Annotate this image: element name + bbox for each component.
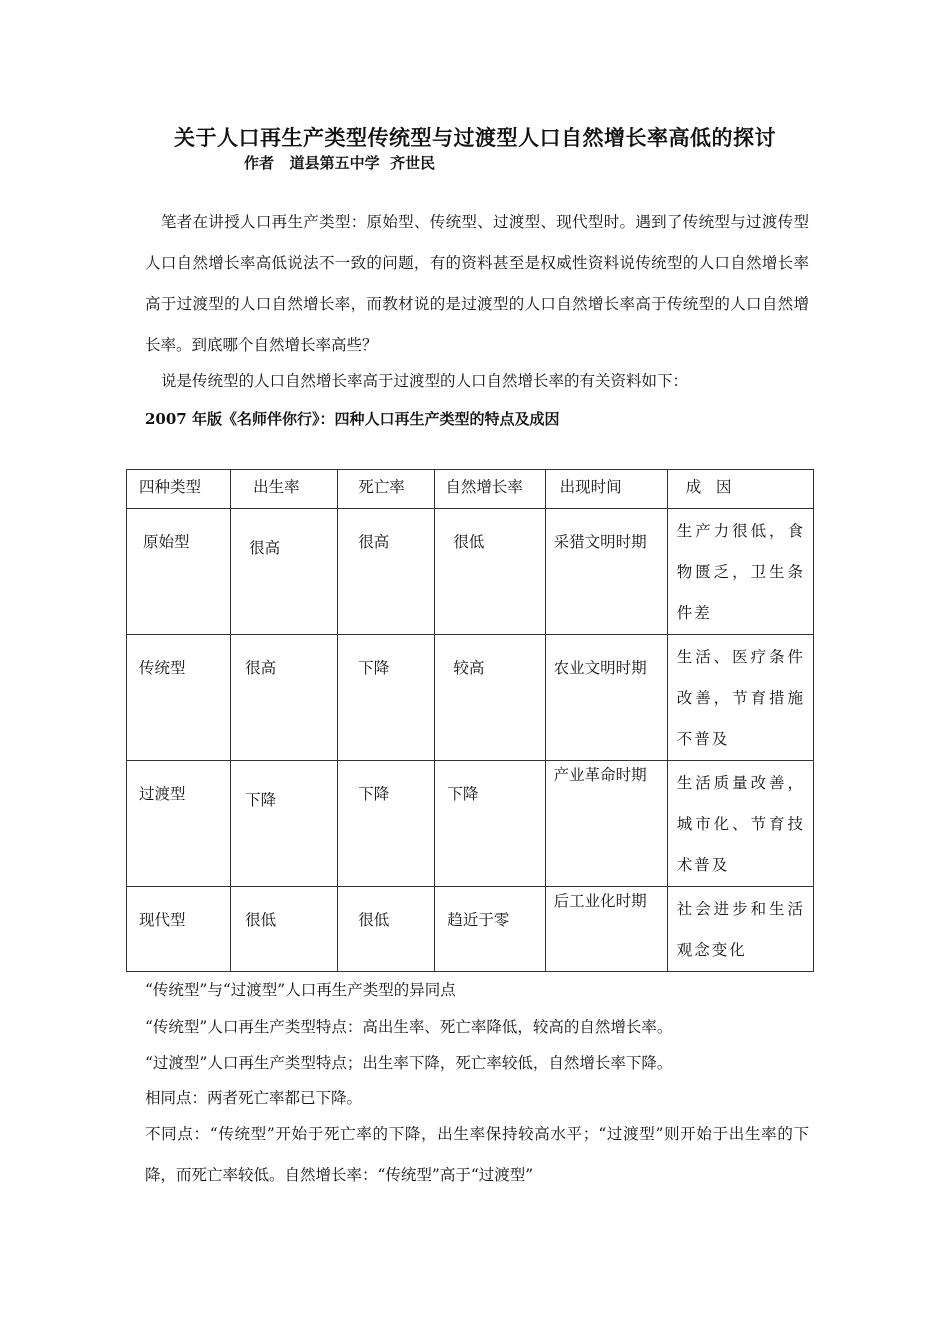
cell-type: 原始型 bbox=[143, 533, 190, 551]
notes-heading: “传统型”与“过渡型”人口再生产类型的异同点 bbox=[145, 981, 456, 999]
table-cell bbox=[545, 761, 667, 887]
cell-period: 农业文明时期 bbox=[553, 659, 647, 677]
cell-death-rate: 很高 bbox=[358, 533, 390, 551]
cell-natural-growth: 较高 bbox=[453, 659, 485, 677]
cell-period: 采猎文明时期 bbox=[553, 533, 647, 551]
cell-period: 后工业化时期 bbox=[553, 892, 647, 910]
table-cell bbox=[545, 887, 667, 972]
cell-natural-growth: 下降 bbox=[447, 785, 479, 803]
differences: 不同点：“传统型”开始于死亡率的下降，出生率保持较高水平；“过渡型”则开始于出生率的下降，而死亡率较低。自然增长率：“传统型”高于“过渡型” bbox=[145, 1125, 809, 1184]
cell-natural-growth: 趋近于零 bbox=[447, 911, 510, 929]
header-cell bbox=[338, 470, 435, 509]
table-cell bbox=[435, 761, 545, 887]
transitional-type-features: “过渡型”人口再生产类型特点；出生率下降，死亡率较低，自然增长率下降。 bbox=[145, 1054, 673, 1072]
cell-birth-rate: 很高 bbox=[245, 659, 277, 677]
similarities: 相同点：两者死亡率都已下降。 bbox=[145, 1089, 363, 1107]
table-cell bbox=[435, 887, 545, 972]
table-cell bbox=[435, 635, 545, 761]
table-cell bbox=[667, 887, 813, 972]
table-cell bbox=[435, 509, 545, 635]
header-death-rate: 死亡率 bbox=[358, 478, 405, 496]
cell-cause: 社会进步和生活观念变化 bbox=[676, 900, 805, 959]
cell-type: 现代型 bbox=[139, 911, 186, 929]
table-row bbox=[127, 509, 814, 635]
cell-type: 传统型 bbox=[139, 659, 186, 677]
table-cell bbox=[127, 887, 231, 972]
table-cell bbox=[231, 887, 338, 972]
table-row bbox=[127, 635, 814, 761]
table-cell bbox=[127, 509, 231, 635]
document-title: 关于人口再生产类型传统型与过渡型人口自然增长率高低的探讨 bbox=[174, 125, 776, 150]
table-cell bbox=[667, 635, 813, 761]
traditional-type-features: “传统型”人口再生产类型特点：高出生率、死亡率降低，较高的自然增长率。 bbox=[145, 1018, 673, 1036]
header-cell bbox=[667, 470, 813, 509]
cell-cause: 生活、医疗条件改善，节育措施不普及 bbox=[676, 648, 805, 748]
cell-natural-growth: 很低 bbox=[453, 533, 485, 551]
header-period: 出现时间 bbox=[559, 478, 622, 496]
cell-death-rate: 下降 bbox=[358, 659, 390, 677]
header-cell bbox=[127, 470, 231, 509]
table-cell bbox=[667, 509, 813, 635]
source-paragraph: 说是传统型的人口自然增长率高于过渡型的人口自然增长率的有关资料如下： bbox=[161, 372, 689, 390]
header-natural-growth: 自然增长率 bbox=[445, 478, 523, 496]
table-cell bbox=[667, 761, 813, 887]
cell-type: 过渡型 bbox=[139, 785, 186, 803]
table-cell bbox=[231, 635, 338, 761]
table-cell bbox=[127, 761, 231, 887]
table-header-row bbox=[127, 470, 814, 509]
cell-birth-rate: 很高 bbox=[249, 539, 281, 557]
table-cell bbox=[338, 635, 435, 761]
table-row bbox=[127, 761, 814, 887]
cell-cause: 生产力很低，食物匮乏，卫生条件差 bbox=[676, 522, 805, 622]
cell-birth-rate: 很低 bbox=[245, 911, 277, 929]
cell-period: 产业革命时期 bbox=[553, 766, 647, 784]
table-cell bbox=[231, 509, 338, 635]
table-cell bbox=[545, 509, 667, 635]
table-cell bbox=[127, 635, 231, 761]
cell-death-rate: 下降 bbox=[358, 785, 390, 803]
population-types-table bbox=[126, 469, 814, 972]
header-cell bbox=[545, 470, 667, 509]
table-cell bbox=[231, 761, 338, 887]
author-line: 作者 道县第五中学 齐世民 bbox=[244, 154, 436, 172]
header-cell bbox=[231, 470, 338, 509]
table-row bbox=[127, 887, 814, 972]
cell-birth-rate: 下降 bbox=[245, 791, 277, 809]
cell-death-rate: 很低 bbox=[358, 911, 390, 929]
table-cell bbox=[338, 761, 435, 887]
table-cell bbox=[545, 635, 667, 761]
table-cell bbox=[338, 887, 435, 972]
header-birth-rate: 出生率 bbox=[253, 478, 300, 496]
header-cause: 成 因 bbox=[685, 478, 732, 496]
intro-paragraph: 笔者在讲授人口再生产类型：原始型、传统型、过渡型、现代型时。遇到了传统型与过渡传型人口自然增长率高低说法不一致的问题，有的资料甚至是权威性资料说传统型的人口自然增长率高于过渡型的人口自然增长率，而教材说的是过渡型的人口自然增长率高于传统型的人口自然增长率。到底哪个自然增长率高些？ bbox=[145, 213, 809, 354]
table-caption: 2007 年版《名师伴你行》：四种人口再生产类型的特点及成因 bbox=[145, 410, 560, 428]
header-type: 四种类型 bbox=[139, 478, 202, 496]
header-cell bbox=[435, 470, 545, 509]
cell-cause: 生活质量改善，城市化、节育技术普及 bbox=[676, 774, 805, 874]
table-cell bbox=[338, 509, 435, 635]
